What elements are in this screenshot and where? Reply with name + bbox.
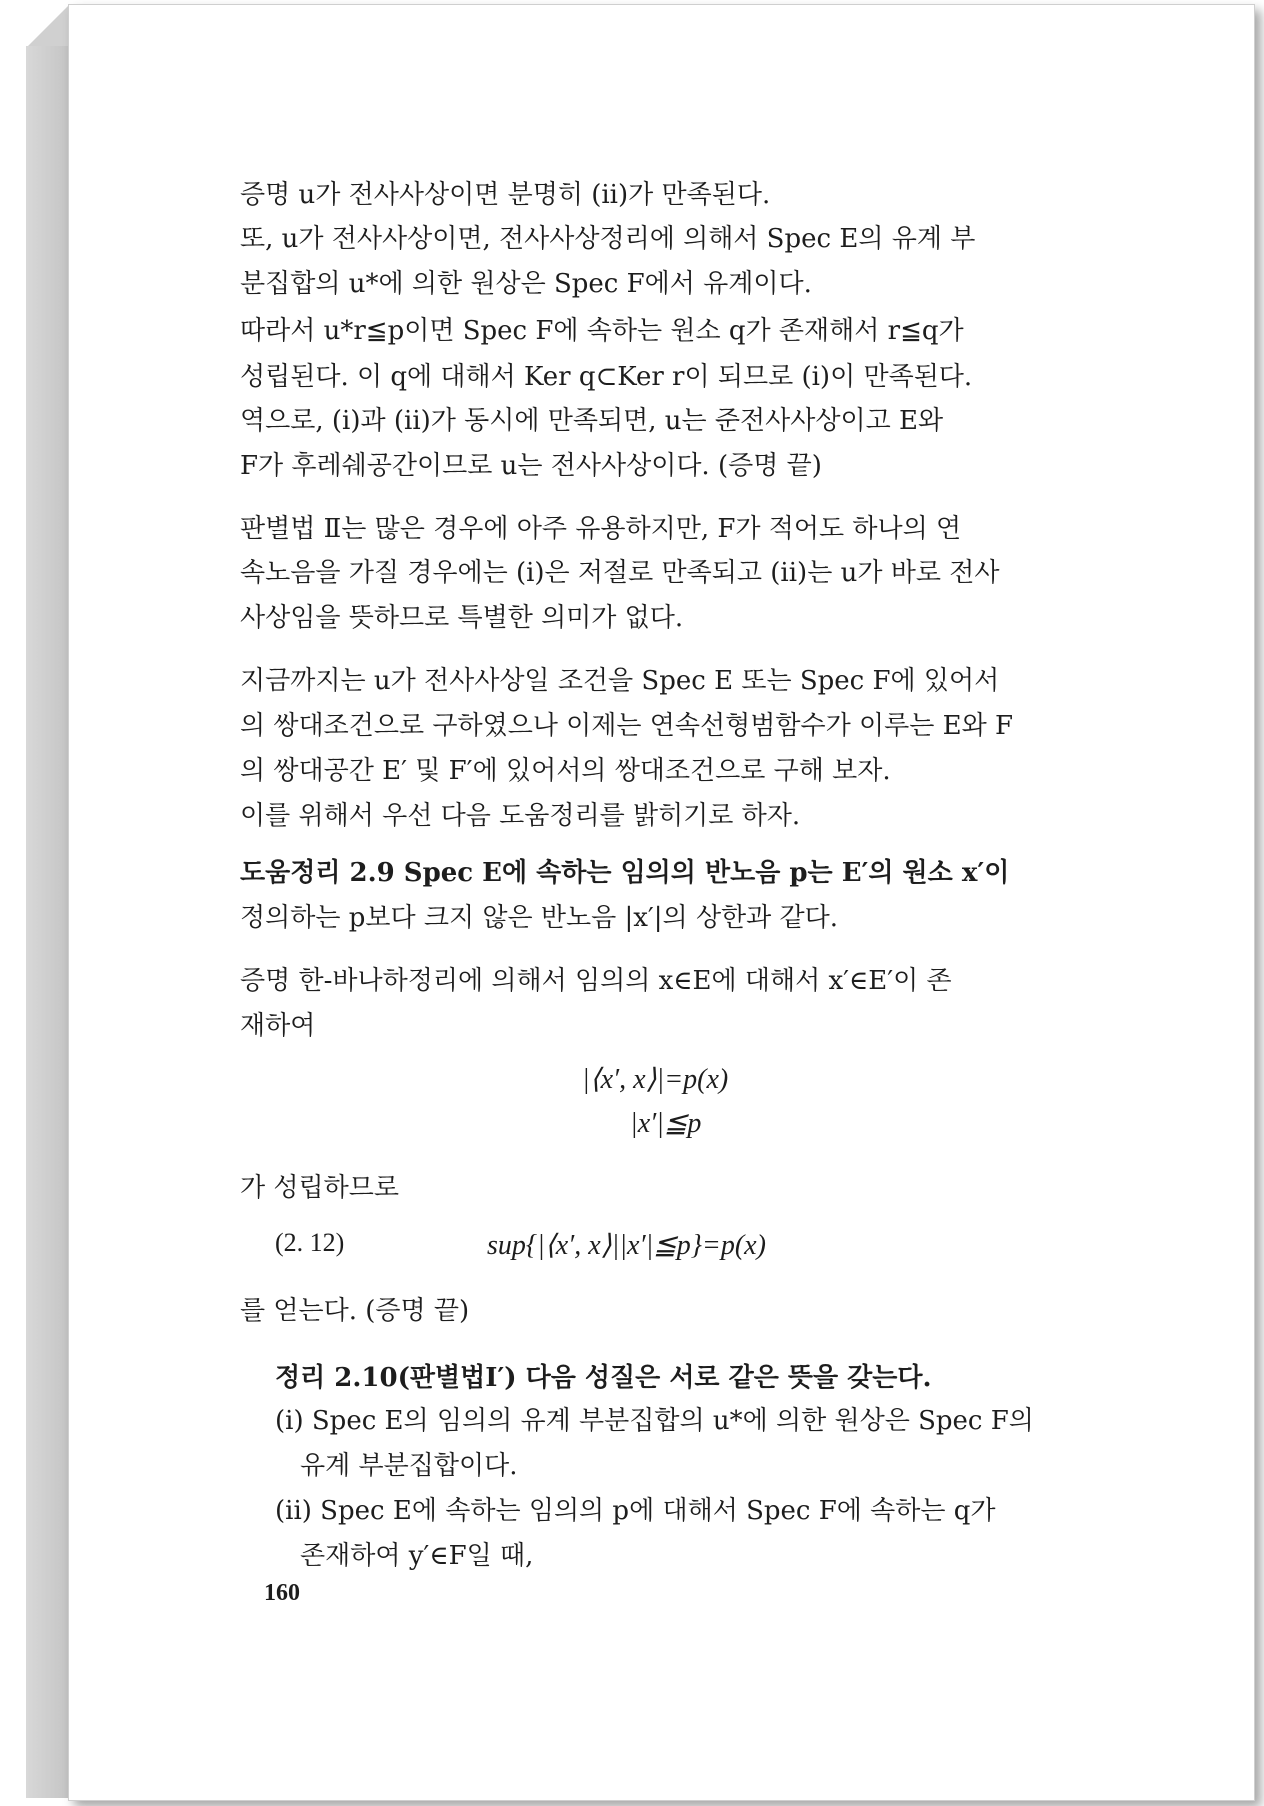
text-line: (i) Spec E의 임의의 유계 부분집합의 u*에 의한 원상은 Spec F의 (275, 1406, 1034, 1436)
text-line: 따라서 u*r≦p이면 Spec F에 속하는 원소 q가 존재해서 r≦q가 (240, 316, 964, 346)
text-line: 유계 부분집합이다. (300, 1451, 518, 1481)
text-line: 역으로, (i)과 (ii)가 동시에 만족되면, u는 준전사사상이고 E와 (240, 406, 944, 436)
text-line: 재하여 (240, 1011, 316, 1041)
text-line: 이를 위해서 우선 다음 도움정리를 밝히기로 하자. (240, 801, 801, 831)
text-line: 판별법 Ⅱ는 많은 경우에 아주 유용하지만, F가 적어도 하나의 연 (240, 514, 962, 544)
text-line: 의 쌍대공간 E′ 및 F′에 있어서의 쌍대조건으로 구해 보자. (240, 756, 891, 786)
text-line: 또, u가 전사사상이면, 전사사상정리에 의해서 Spec E의 유계 부 (240, 224, 976, 254)
text-line: 속노음을 가질 경우에는 (i)은 저절로 만족되고 (ii)는 u가 바로 전사 (240, 558, 1000, 588)
equation: |x′|≦p (630, 1108, 702, 1139)
text-line: F가 후레쉐공간이므로 u는 전사사상이다. (증명 끝) (240, 451, 822, 481)
text-line: 존재하여 y′∈F일 때, (300, 1541, 534, 1571)
text-line: 를 얻는다. (증명 끝) (240, 1296, 470, 1326)
equation-2-12: sup{|⟨x′, x⟩||x′|≦p}=p(x) (487, 1230, 766, 1261)
text-line: 증명 u가 전사사상이면 분명히 (ii)가 만족된다. (240, 180, 771, 210)
text-line: (ii) Spec E에 속하는 임의의 p에 대해서 Spec F에 속하는 q가 (275, 1496, 996, 1526)
equation: |⟨x′, x⟩|=p(x) (582, 1064, 729, 1095)
proof-line: 증명 한-바나하정리에 의해서 임의의 x∈E에 대해서 x′∈E′이 존 (240, 966, 952, 996)
text-line: 지금까지는 u가 전사사상일 조건을 Spec E 또는 Spec F에 있어서 (240, 666, 1000, 696)
theorem-2-10: 정리 2.10(판별법Ⅰ′) 다음 성질은 서로 같은 뜻을 갖는다. (275, 1363, 932, 1393)
lemma-2-9: 도움정리 2.9 Spec E에 속하는 임의의 반노음 p는 E′의 원소 x′이 (240, 858, 1010, 888)
text-line: 분집합의 u*에 의한 원상은 Spec F에서 유계이다. (240, 269, 812, 299)
text-line: 의 쌍대조건으로 구하였으나 이제는 연속선형범함수가 이루는 E와 F (240, 711, 1014, 741)
equation-number: (2. 12) (275, 1228, 345, 1257)
text-line: 사상임을 뜻하므로 특별한 의미가 없다. (240, 603, 684, 633)
text-line: 정의하는 p보다 크지 않은 반노음 |x′|의 상한과 같다. (240, 903, 839, 933)
book-spine-top (26, 4, 70, 48)
book-spine (26, 46, 70, 1798)
text-line: 가 성립하므로 (240, 1173, 399, 1203)
page-number: 160 (264, 1580, 300, 1606)
text-line: 성립된다. 이 q에 대해서 Ker q⊂Ker r이 되므로 (i)이 만족된다. (240, 362, 973, 392)
